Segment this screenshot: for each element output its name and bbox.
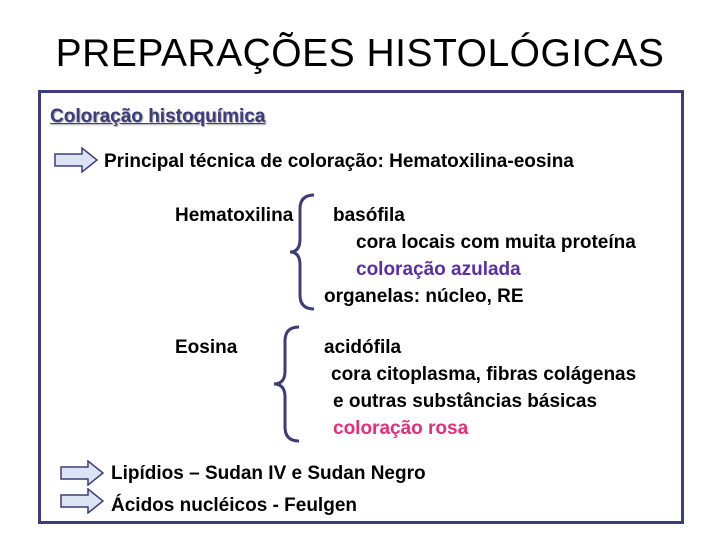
right-arrow-icon bbox=[54, 147, 98, 173]
slide-title: PREPARAÇÕES HISTOLÓGICAS bbox=[55, 32, 665, 75]
left-curly-brace bbox=[270, 325, 302, 443]
hematoxilina-line4: organelas: núcleo, RE bbox=[324, 286, 524, 307]
eosina-label: Eosina bbox=[175, 337, 238, 358]
left-curly-brace bbox=[287, 193, 317, 311]
hematoxilina-label: Hematoxilina bbox=[175, 205, 294, 226]
hematoxilina-line1: basófila bbox=[333, 205, 405, 226]
eosina-line2: cora citoplasma, fibras colágenas bbox=[331, 364, 637, 385]
eosina-line3: e outras substâncias básicas bbox=[333, 391, 598, 412]
right-arrow-icon bbox=[60, 488, 104, 514]
eosina-line4: coloração rosa bbox=[333, 418, 469, 439]
hematoxilina-line3: coloração azulada bbox=[356, 259, 521, 280]
acidos-line: Ácidos nucléicos - Feulgen bbox=[111, 495, 357, 516]
principal-technique: Principal técnica de coloração: Hematoxilina-eosina bbox=[104, 151, 574, 172]
hematoxilina-line2: cora locais com muita proteína bbox=[356, 232, 636, 253]
eosina-line1: acidófila bbox=[324, 337, 402, 358]
lipidios-line: Lipídios – Sudan IV e Sudan Negro bbox=[111, 463, 426, 484]
right-arrow-icon bbox=[60, 460, 104, 486]
section-heading: Coloração histoquímica bbox=[50, 106, 266, 127]
